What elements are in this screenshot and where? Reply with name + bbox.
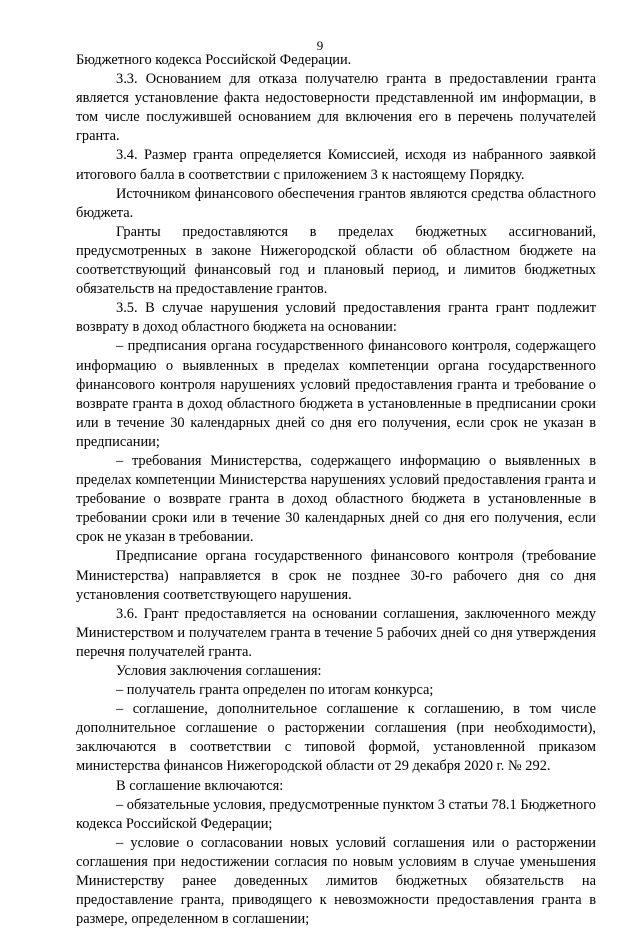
document-body bbox=[76, 51, 596, 929]
paragraph: 3.4. Размер гранта определяется Комиссией, исходя из набранного заявкой итогового балла в соответствии с приложением 3 к настоящему Порядку. bbox=[76, 147, 596, 183]
paragraph: 3.6. Грант предоставляется на основании соглашения, заключенного между Министерством и получателем гранта в течение 5 рабочих дней со дня утверждения перечня получателей гранта. bbox=[76, 605, 596, 660]
paragraph: Гранты предоставляются в пределах бюджетных ассигнований, предусмотренных в законе Нижегородской области об областном бюджете на соответствующий финансовый год и плановый период, и лимитов бюджетных обязательств на предоставление грантов. bbox=[76, 223, 596, 298]
paragraph: Источником финансового обеспечения грантов являются средства областного бюджета. bbox=[76, 185, 596, 221]
paragraph: 3.5. В случае нарушения условий предоставления гранта грант подлежит возврату в доход областного бюджета на основании: bbox=[76, 300, 596, 336]
paragraph: – получатель гранта определен по итогам конкурса; bbox=[116, 682, 434, 699]
paragraph: Бюджетного кодекса Российской Федерации. bbox=[76, 52, 352, 68]
paragraph: – требования Министерства, содержащего информацию о выявленных в пределах компетенции Министерства нарушениях условий предоставления гранта и требование о возврате гранта в доход областного бюджета в установленные в требовании сроки или в течение 30 календарных дней со дня его получения, если срок не указан в требовании. bbox=[76, 452, 596, 546]
page-number: 9 bbox=[316, 38, 324, 53]
paragraph: 3.3. Основанием для отказа получателю гранта в предоставлении гранта является установление факта недостоверности представленной им информации, в том числе послужившей основанием для включения его в перечень получателей гранта. bbox=[76, 71, 596, 145]
paragraph: – предписания органа государственного финансового контроля, содержащего информацию о выявленных в пределах компетенции органа государственного финансового контроля нарушениях условий предоставления гранта и требование о возврате гранта в доход областного бюджета в установленные в предписании сроки или в течение 30 календарных дней со дня его получения, если срок не указан в предписании; bbox=[76, 338, 596, 450]
paragraph: – условие о согласовании новых условий соглашения или о расторжении соглашения при недостижении согласия по новым условиям в случае уменьшения Министерству ранее доведенных лимитов бюджетных обязательств на предоставление гранта, приводящего к невозможности предоставления гранта в размере, определенном в соглашении; bbox=[76, 834, 596, 928]
paragraph: Условия заключения соглашения: bbox=[116, 663, 322, 679]
paragraph: Предписание органа государственного финансового контроля (требование Министерства) направляется в срок не позднее 30-го рабочего дня со дня установления соответствующего нарушения. bbox=[76, 548, 596, 603]
paragraph: В соглашение включаются: bbox=[116, 777, 284, 794]
paragraph: – соглашение, дополнительное соглашение к соглашению, в том числе дополнительное соглашение о расторжении соглашения (при необходимости), заключаются в соответствии с типовой формой, установленной приказом министерства финансов Нижегородской области от 29 декабря 2020 г. № 292. bbox=[76, 701, 596, 775]
paragraph: – обязательные условия, предусмотренные пунктом 3 статьи 78.1 Бюджетного кодекса Российской Федерации; bbox=[76, 796, 596, 832]
